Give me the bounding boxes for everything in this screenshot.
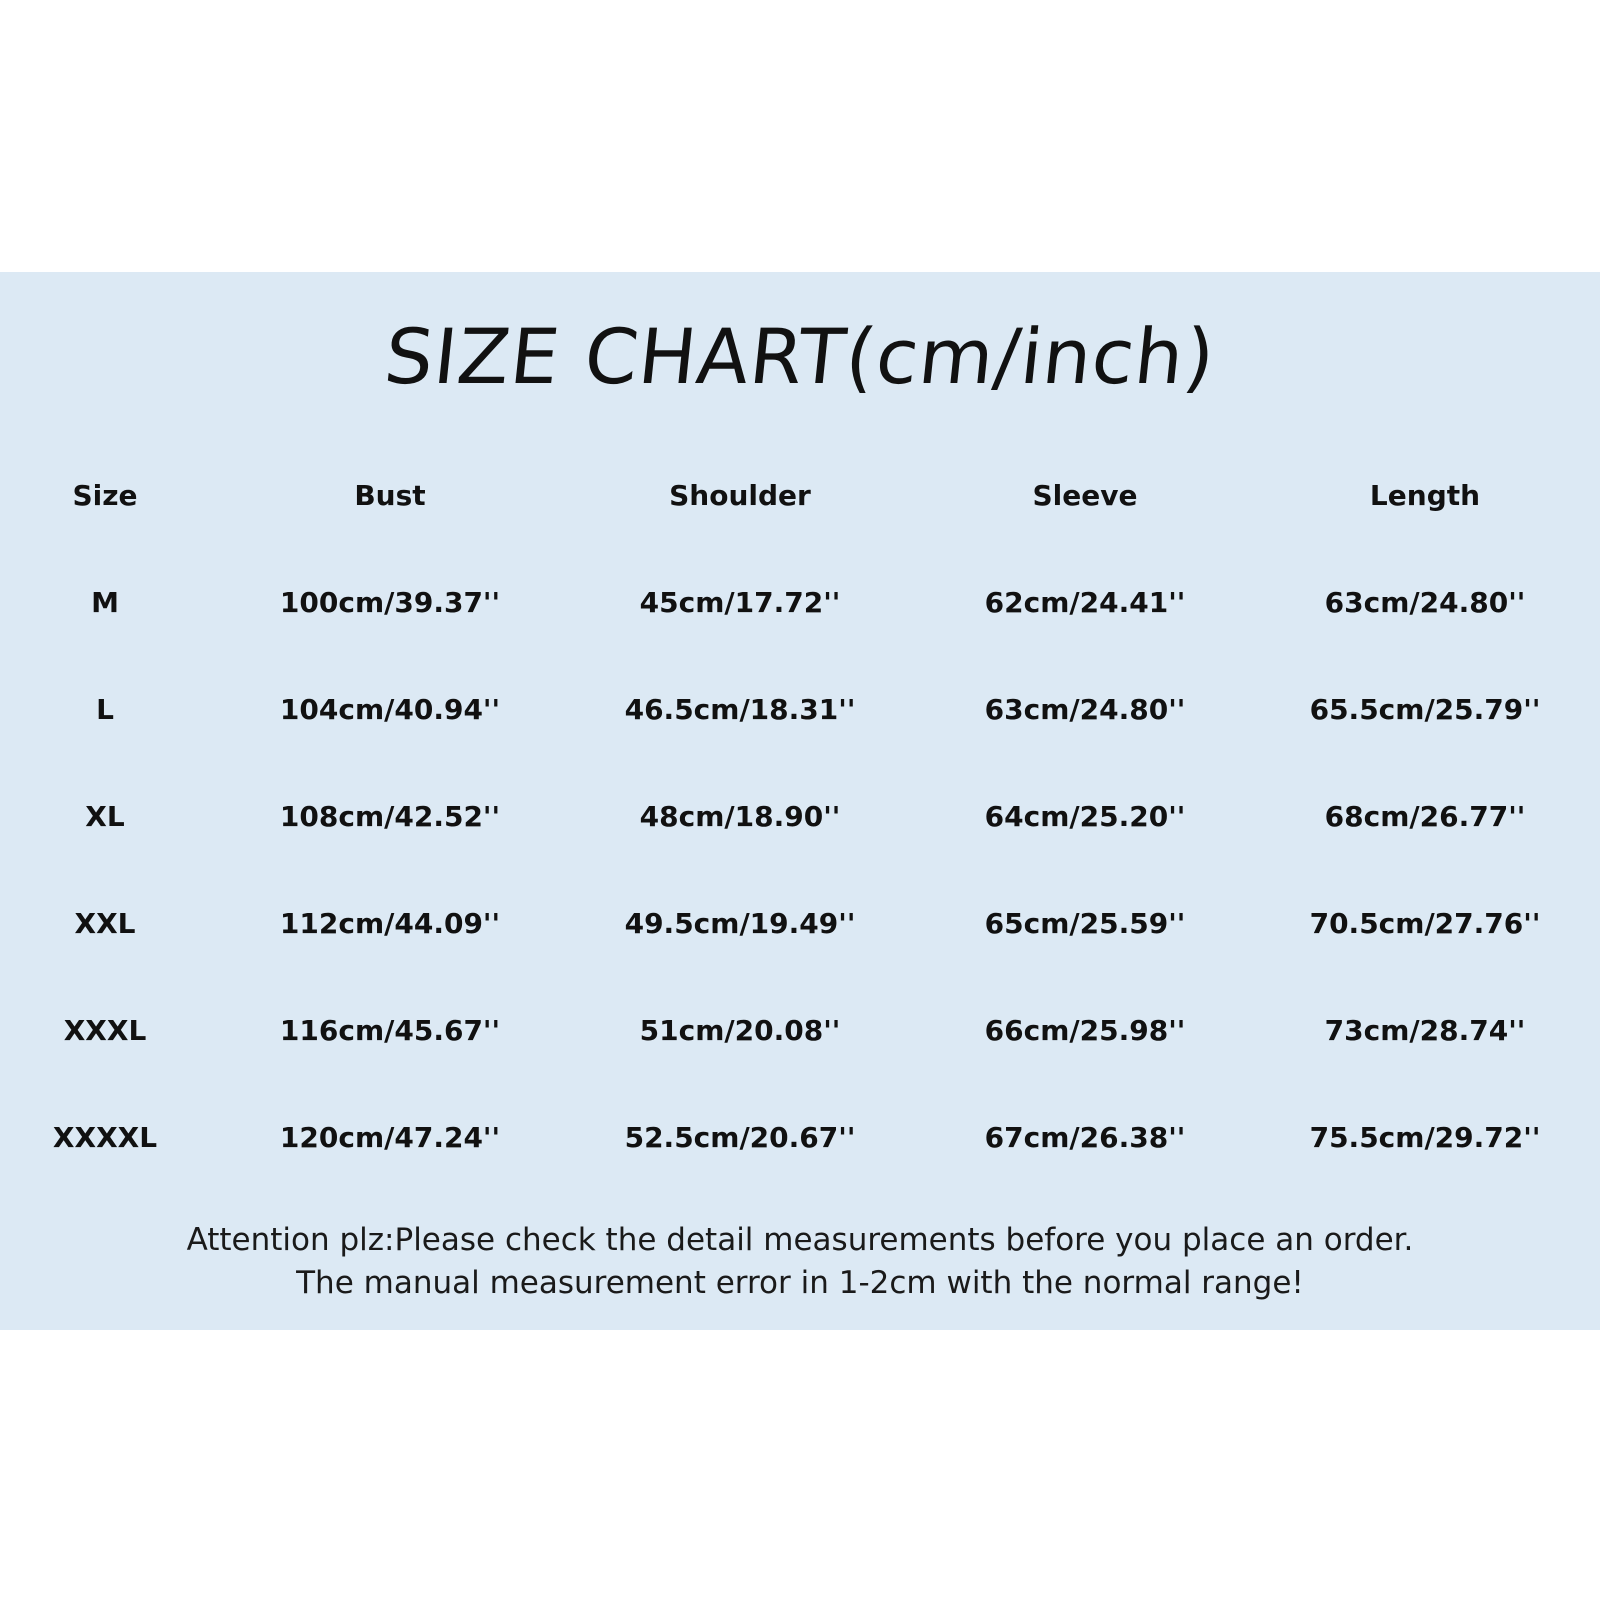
table-header-row (0, 442, 1600, 549)
header-bust: Bust (354, 479, 426, 512)
cell-shoulder: 52.5cm/20.67'' (624, 1121, 856, 1154)
cell-sleeve: 67cm/26.38'' (984, 1121, 1186, 1154)
cell-sleeve: 64cm/25.20'' (984, 800, 1186, 833)
cell-size: XXXL (63, 1014, 147, 1047)
attention-note: Attention plz:Please check the detail measurements before you place an order. (186, 1222, 1414, 1258)
cell-size: XXL (74, 907, 136, 940)
cell-size: XXXXL (52, 1121, 158, 1154)
table-row (0, 656, 1600, 763)
cell-sleeve: 65cm/25.59'' (984, 907, 1186, 940)
size-table (0, 442, 1600, 1191)
cell-shoulder: 46.5cm/18.31'' (624, 693, 856, 726)
measurement-error-note: The manual measurement error in 1-2cm with the normal range! (296, 1265, 1304, 1301)
cell-shoulder: 48cm/18.90'' (639, 800, 841, 833)
cell-bust: 104cm/40.94'' (279, 693, 501, 726)
table-row (0, 549, 1600, 656)
table-row (0, 1084, 1600, 1191)
header-length: Length (1369, 479, 1481, 512)
chart-title: SIZE CHART(cm/inch) (380, 312, 1220, 401)
size-chart-panel (0, 272, 1600, 1330)
cell-length: 65.5cm/25.79'' (1309, 693, 1541, 726)
cell-bust: 100cm/39.37'' (279, 586, 501, 619)
cell-bust: 112cm/44.09'' (279, 907, 501, 940)
cell-size: XL (85, 800, 125, 833)
cell-size: M (91, 586, 119, 619)
cell-sleeve: 62cm/24.41'' (984, 586, 1186, 619)
header-size: Size (72, 479, 138, 512)
cell-length: 70.5cm/27.76'' (1309, 907, 1541, 940)
cell-size: L (96, 693, 114, 726)
header-shoulder: Shoulder (669, 479, 811, 512)
cell-length: 75.5cm/29.72'' (1309, 1121, 1541, 1154)
table-row (0, 763, 1600, 870)
cell-shoulder: 49.5cm/19.49'' (624, 907, 856, 940)
cell-length: 73cm/28.74'' (1324, 1014, 1526, 1047)
cell-shoulder: 51cm/20.08'' (639, 1014, 841, 1047)
cell-sleeve: 63cm/24.80'' (984, 693, 1186, 726)
cell-sleeve: 66cm/25.98'' (984, 1014, 1186, 1047)
cell-length: 68cm/26.77'' (1324, 800, 1526, 833)
cell-length: 63cm/24.80'' (1324, 586, 1526, 619)
table-row (0, 977, 1600, 1084)
cell-bust: 108cm/42.52'' (279, 800, 501, 833)
table-row (0, 870, 1600, 977)
header-sleeve: Sleeve (1032, 479, 1138, 512)
cell-bust: 116cm/45.67'' (279, 1014, 501, 1047)
cell-shoulder: 45cm/17.72'' (639, 586, 841, 619)
cell-bust: 120cm/47.24'' (279, 1121, 501, 1154)
